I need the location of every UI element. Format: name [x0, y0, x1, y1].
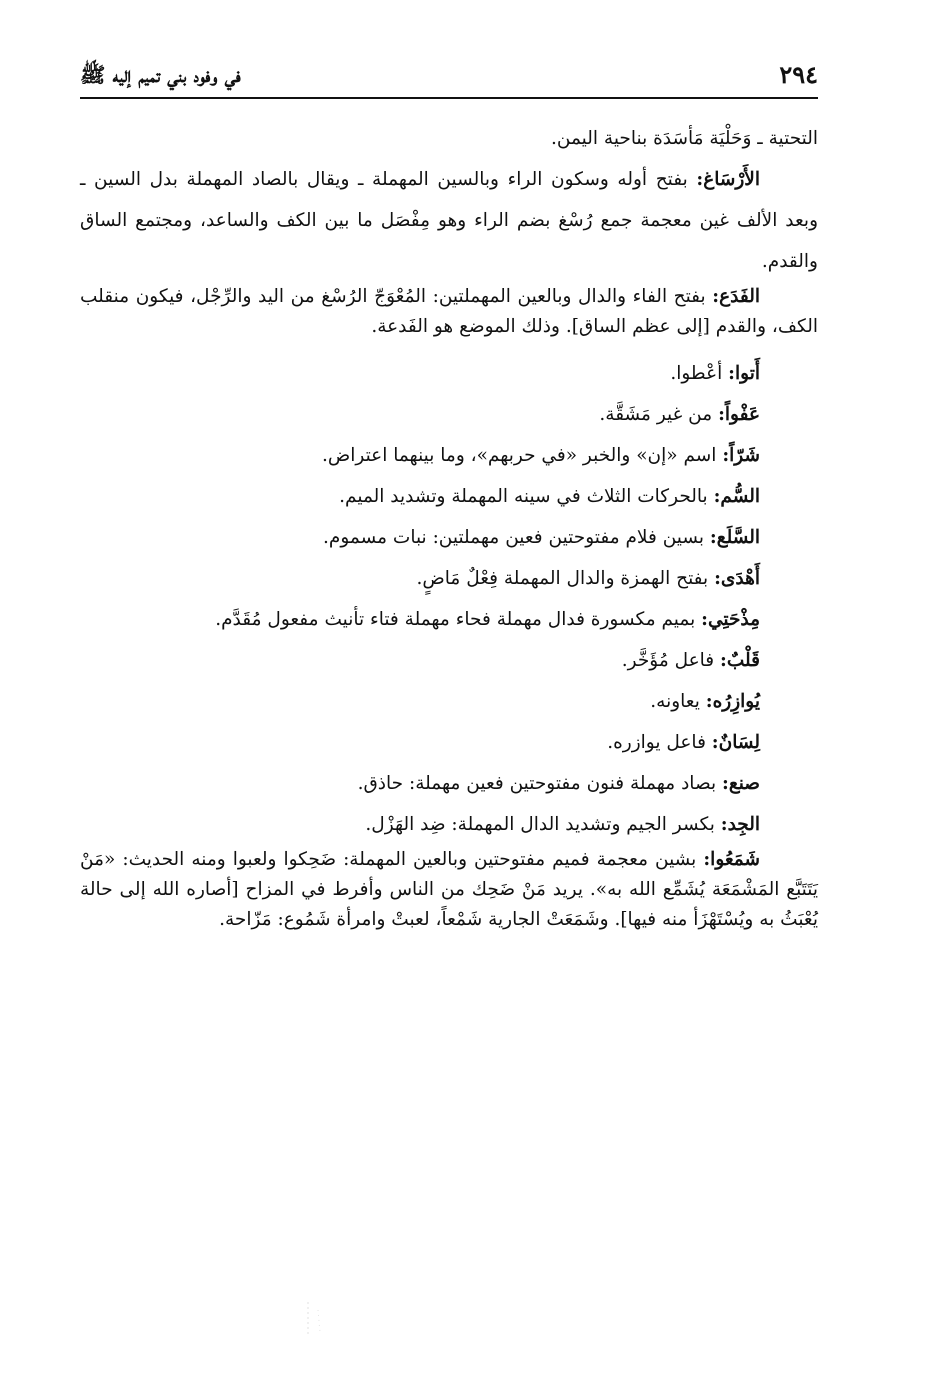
gloss-term: يُوازِرُه:	[705, 691, 760, 712]
gloss-term: صنع:	[722, 773, 760, 794]
gloss-text: بميم مكسورة فدال مهملة فحاء مهملة فتاء تأنيث مفعول مُقَدَّم.	[215, 609, 702, 630]
gloss-text: بسين فلام مفتوحتين فعين مهملتين: نبات مسموم.	[323, 527, 710, 548]
gloss-entry-afwan	[80, 394, 818, 435]
gloss-text: أعْطوا.	[670, 363, 729, 384]
gloss-term: الأَرْسَاغ:	[696, 169, 760, 190]
gloss-term: عَفْواً:	[718, 404, 760, 425]
gloss-entry-fada	[80, 282, 818, 342]
gloss-term: أَهْدَى:	[714, 568, 760, 589]
gloss-text: بشين معجمة فميم مفتوحتين وبالعين المهملة: ضَحِكوا ولعبوا ومنه الحديث: «مَنْ يَتَتَبَّع المَشْمَعَة يُشَمِّع الله به». يريد مَنْ ضَحِك من الناس وأفرط في المزاح [أصاره الله إلى حالة يُعْبَثُ به ويُسْتَهْزَأ منه فيها]. وشَمَعَتْ الجارية شَمْعاً، لعبتْ وامرأة شَمُوع: مَزّاحة.	[80, 849, 818, 930]
paragraph-text: التحتية ـ وَحَلْيَة مَأسَدَة بناحية اليمن.	[551, 128, 818, 149]
gloss-text: بفتح الفاء والدال وبالعين المهملتين: المُعْوَجّ الرُسْغ من اليد والرِّجْل، فيكون منقلب الكف، والقدم [إلى عظم الساق]. وذلك الموضع هو الفَدعة.	[80, 286, 818, 337]
gloss-term: مِذْحَتِي:	[701, 609, 760, 630]
gloss-text: بفتح أوله وسكون الراء وبالسين المهملة ـ ويقال بالصاد المهملة بدل السين ـ وبعد الألف غين معجمة جمع رُسْغ بضم الراء وهو مِفْصَل ما بين الكف والساعد، ومجتمع الساق والقدم.	[80, 169, 818, 272]
scan-speck-mark	[300, 1300, 330, 1340]
gloss-term: الجِد:	[720, 814, 760, 835]
gloss-text: بكسر الجيم وتشديد الدال المهملة: ضِد الهَزْل.	[365, 814, 721, 835]
gloss-entry-salaa	[80, 517, 818, 558]
gloss-text: بفتح الهمزة والدال المهملة فِعْلٌ مَاضٍ.	[416, 568, 715, 589]
gloss-term: شَرّاً:	[722, 445, 760, 466]
gloss-entry-ataw	[80, 353, 818, 394]
gloss-entry-ahda	[80, 558, 818, 599]
gloss-term: لِسَانٌ:	[711, 732, 760, 753]
page-number: ٢٩٤	[779, 60, 818, 89]
gloss-term: الفَدَع:	[712, 286, 760, 307]
gloss-entry-yuwaziruh	[80, 681, 818, 722]
header-rule	[80, 97, 818, 99]
gloss-entry-shamau	[80, 845, 818, 935]
page-header	[80, 58, 818, 96]
gloss-entry-midhati	[80, 599, 818, 640]
gloss-term: أَتوا:	[728, 363, 760, 384]
paragraph-continuation	[80, 118, 818, 159]
gloss-text: من غير مَشَقَّة.	[599, 404, 719, 425]
gloss-entry-arsagh	[80, 159, 818, 282]
gloss-entry-lisan	[80, 722, 818, 763]
gloss-entry-sharran	[80, 435, 818, 476]
page-body	[80, 118, 818, 946]
gloss-text: يعاونه.	[650, 691, 706, 712]
gloss-entry-qalb	[80, 640, 818, 681]
gloss-text: بالحركات الثلاث في سينه المهملة وتشديد الميم.	[339, 486, 714, 507]
gloss-text: بصاد مهملة فنون مفتوحتين فعين مهملة: حاذق.	[357, 773, 723, 794]
gloss-entry-jidd	[80, 804, 818, 845]
gloss-term: السُّم:	[713, 486, 760, 507]
gloss-entry-sana	[80, 763, 818, 804]
gloss-entry-summ	[80, 476, 818, 517]
gloss-term: السَّلَع:	[709, 527, 760, 548]
running-title: في وفود بني تميم إليه ﷺ	[80, 62, 241, 87]
gloss-text: فاعل مُؤَخَّر.	[621, 650, 721, 671]
gloss-term: قَلْبٌ:	[720, 650, 760, 671]
gloss-text: فاعل يوازره.	[607, 732, 712, 753]
gloss-text: اسم «إن» والخبر «في حربهم»، وما بينهما اعتراض.	[321, 445, 723, 466]
gloss-term: شَمَعُوا:	[703, 849, 760, 870]
